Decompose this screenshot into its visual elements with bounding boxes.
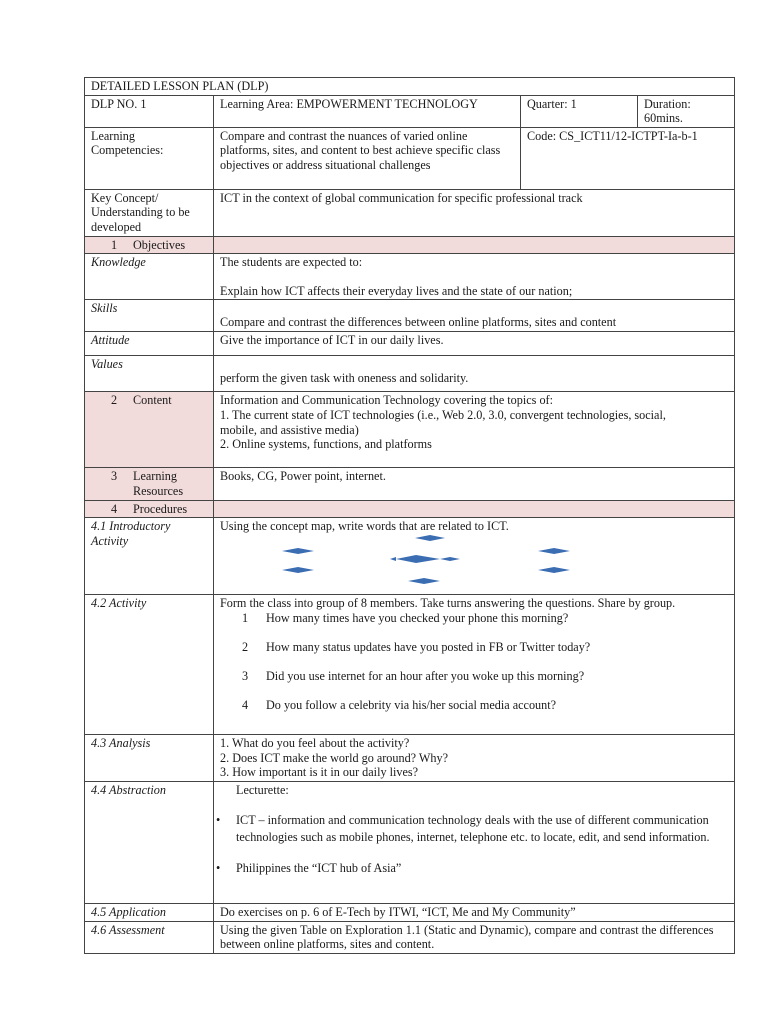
map-arrow-left-upper	[282, 548, 314, 554]
document-title: DETAILED LESSON PLAN (DLP)	[85, 78, 735, 96]
list-item: • ICT – information and communication technology deals with the use of different communication technologies such as mobile phones, internet, telephone etc. to locate, edit, and send information.	[216, 812, 710, 844]
competencies-text: Compare and contrast the nuances of varied online platforms, sites, and content to best achieve specific class objectives or address situational challenges	[214, 127, 521, 189]
concept-map-diagram	[220, 534, 728, 586]
assessment-label: 4.6 Assessment	[85, 921, 214, 953]
dlp-number: DLP NO. 1	[85, 95, 214, 127]
knowledge-label: Knowledge	[85, 254, 214, 300]
competencies-label: Learning Competencies:	[85, 127, 214, 189]
objectives-header: 1 Objectives	[85, 236, 214, 254]
concept-map-arrows-icon	[220, 534, 720, 590]
map-arrow-top	[415, 535, 445, 541]
lesson-plan-table	[84, 77, 735, 954]
list-item: 3 Did you use internet for an hour after you woke up this morning?	[242, 668, 585, 683]
skills-label: Skills	[85, 300, 214, 332]
procedures-header: 4 Procedures	[85, 500, 214, 518]
attitude-text: Give the importance of ICT in our daily lives.	[214, 332, 735, 356]
attitude-label: Attitude	[85, 332, 214, 356]
resources-header: 3 Learning Resources	[85, 468, 214, 500]
list-item: • Philippines the “ICT hub of Asia”	[216, 860, 402, 875]
activity-cell: Form the class into group of 8 members. Take turns answering the questions. Share by group. 1 How many times have you checked your phone this morning? 2 How many status updates have you posted in FB or Twitter today? 3 Did you use internet for an hour after you woke up this morning? 4 Do you follow a celebrity via his/her social media account?	[214, 595, 735, 735]
abstraction-cell: Lecturette: • ICT – information and communication technology deals with the use of different communication technologies such as mobile phones, internet, telephone etc. to locate, edit, and send information. • Philippines the “ICT hub of Asia”	[214, 781, 735, 903]
knowledge-text: The students are expected to: Explain how ICT affects their everyday lives and the state of our nation;	[214, 254, 735, 300]
key-concept-text: ICT in the context of global communication for specific professional track	[214, 189, 735, 236]
key-concept-label: Key Concept/ Understanding to be developed	[85, 189, 214, 236]
list-item: 2 How many status updates have you posted in FB or Twitter today?	[242, 639, 591, 654]
skills-text: Compare and contrast the differences between online platforms, sites and content	[214, 300, 735, 332]
abstraction-label: 4.4 Abstraction	[85, 781, 214, 903]
activity-questions	[220, 611, 728, 718]
content-header: 2 Content	[85, 392, 214, 468]
learning-area: Learning Area: EMPOWERMENT TECHNOLOGY	[214, 95, 521, 127]
activity-label: 4.2 Activity	[85, 595, 214, 735]
list-item: 4 Do you follow a celebrity via his/her social media account?	[242, 697, 557, 712]
map-center-tail	[390, 557, 396, 561]
values-label: Values	[85, 356, 214, 392]
intro-activity-label: 4.1 Introductory Activity	[85, 518, 214, 595]
list-item: 1 How many times have you checked your phone this morning?	[242, 610, 569, 625]
map-center-shape	[396, 555, 440, 563]
values-text: perform the given task with oneness and solidarity.	[214, 356, 735, 392]
quarter: Quarter: 1	[521, 95, 638, 127]
competency-code: Code: CS_ICT11/12-ICTPT-Ia-b-1	[521, 127, 735, 189]
intro-activity-cell: Using the concept map, write words that are related to ICT.	[214, 518, 735, 595]
application-text: Do exercises on p. 6 of E-Tech by ITWI, “ICT, Me and My Community”	[214, 903, 735, 921]
assessment-text: Using the given Table on Exploration 1.1 (Static and Dynamic), compare and contrast the differences between online platforms, sites and content.	[214, 921, 735, 953]
procedures-header-fill	[214, 500, 735, 518]
map-arrow-right-lower	[538, 567, 570, 573]
application-label: 4.5 Application	[85, 903, 214, 921]
analysis-label: 4.3 Analysis	[85, 735, 214, 782]
map-arrow-bottom	[408, 578, 440, 584]
duration: Duration: 60mins.	[638, 95, 735, 127]
objectives-header-fill	[214, 236, 735, 254]
content-text: Information and Communication Technology covering the topics of: 1. The current state of ICT technologies (i.e., Web 2.0, 3.0, convergent technologies, social, mobile, and assistive media) 2. Online systems, functions, and platforms	[214, 392, 735, 468]
map-center-tip	[440, 557, 460, 561]
map-arrow-right-upper	[538, 548, 570, 554]
resources-text: Books, CG, Power point, internet.	[214, 468, 735, 500]
map-arrow-left-lower	[282, 567, 314, 573]
analysis-cell: 1. What do you feel about the activity? 2. Does ICT make the world go around? Why? 3. How important is it in our daily lives?	[214, 735, 735, 782]
